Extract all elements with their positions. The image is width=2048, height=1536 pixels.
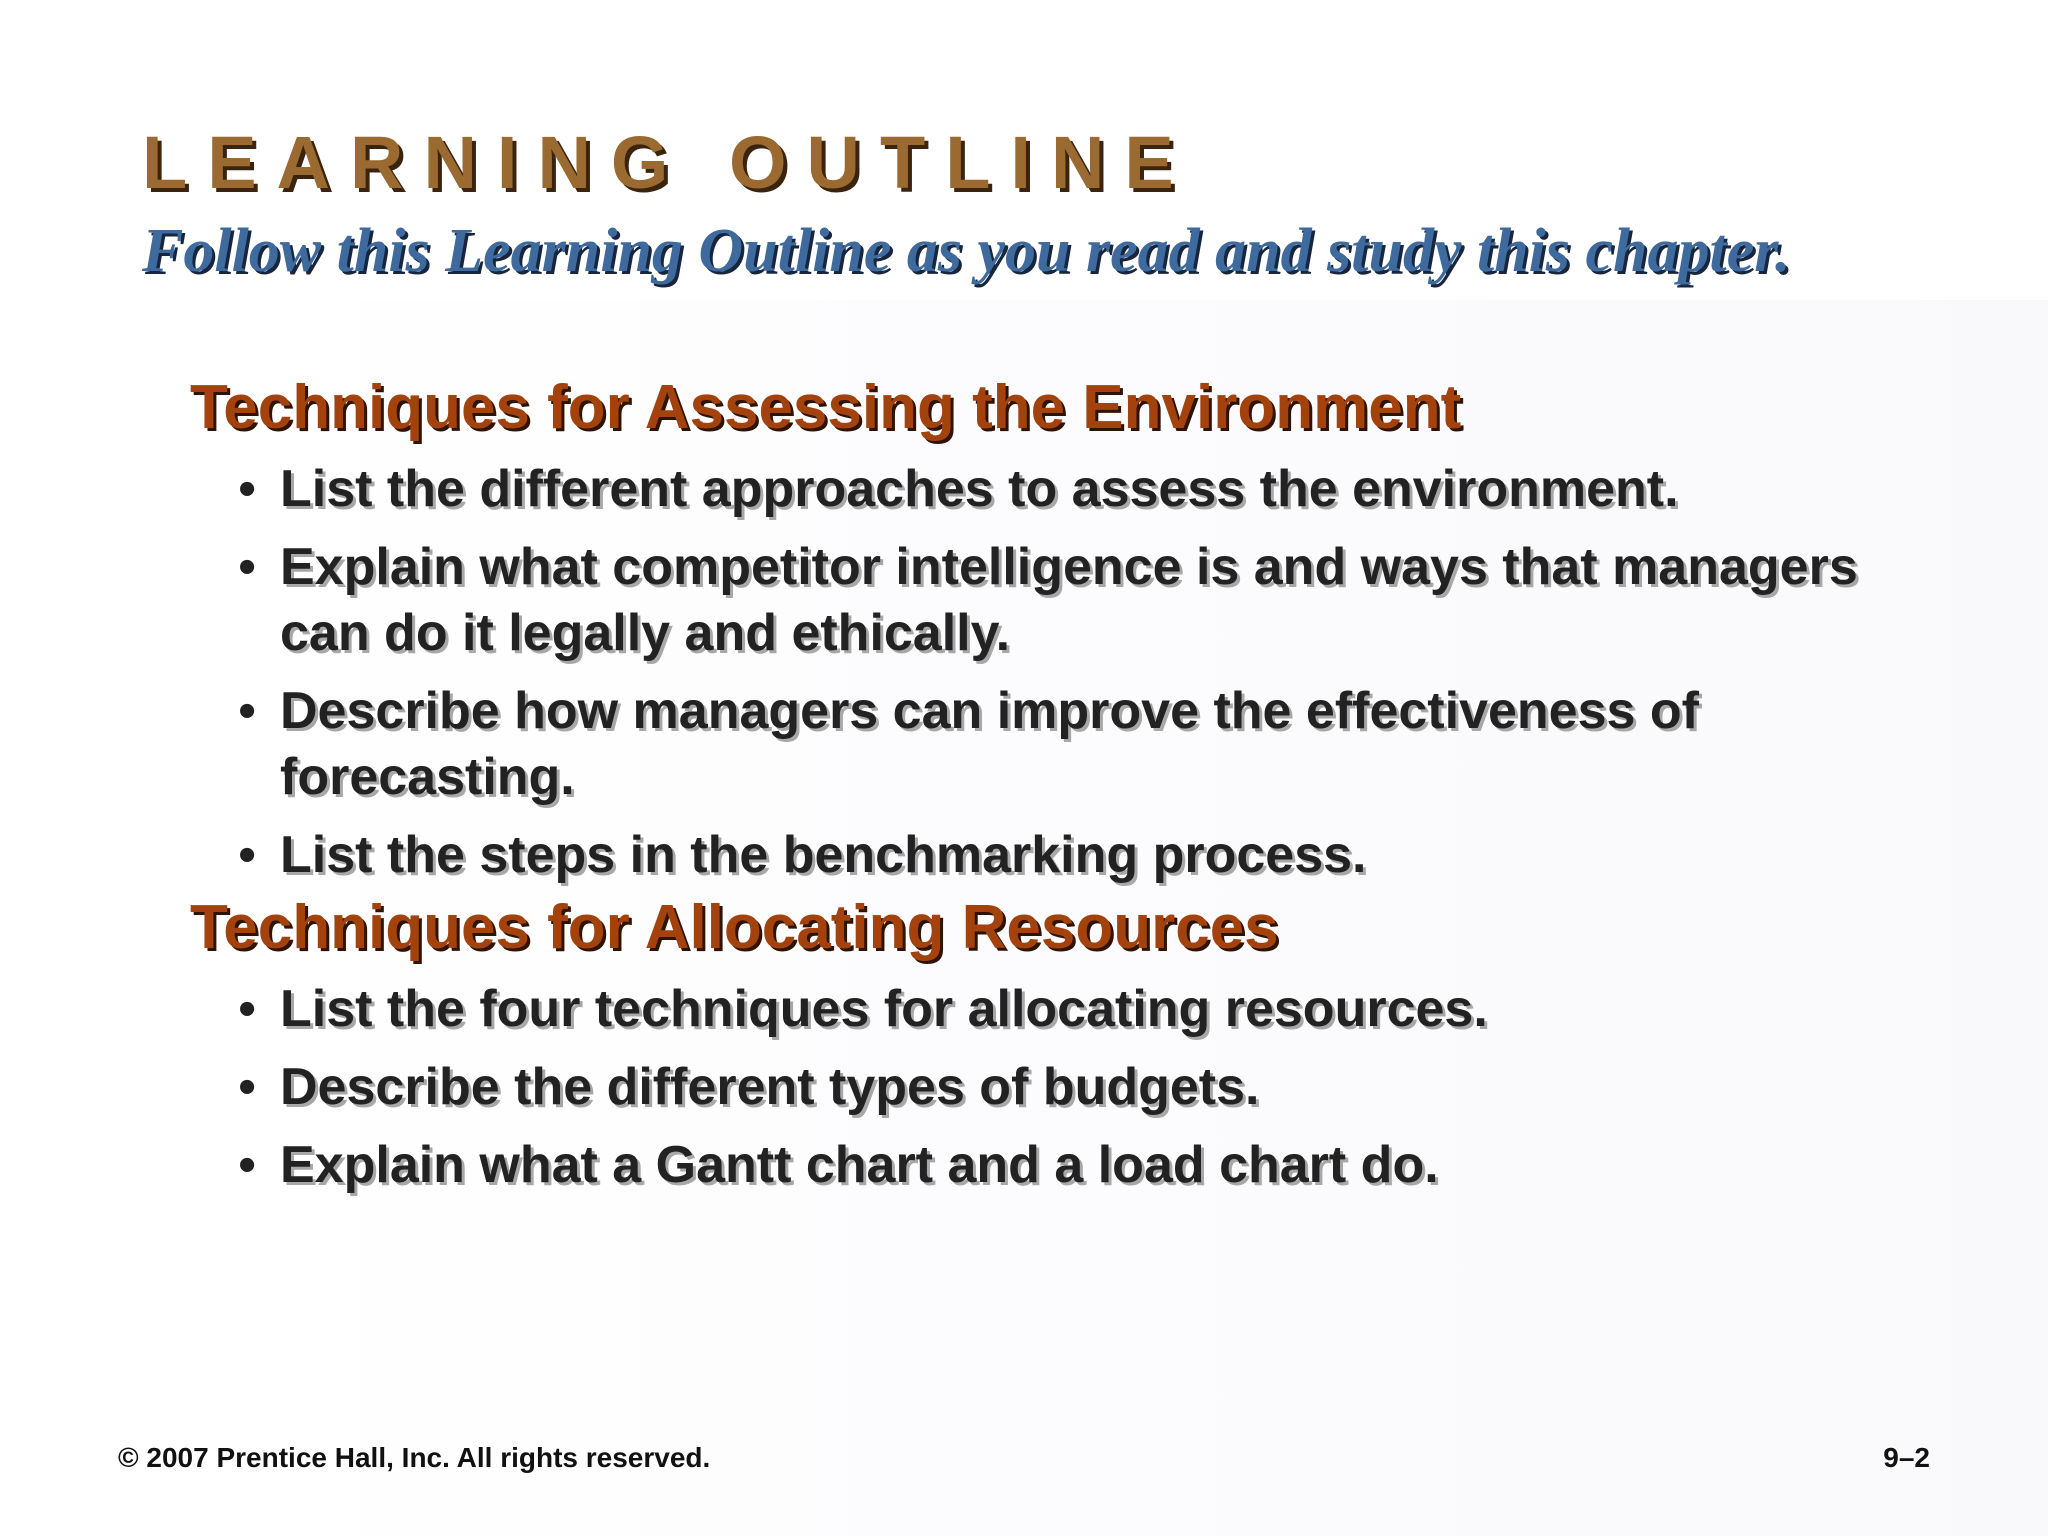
bullet-icon: •: [238, 1058, 257, 1116]
bullet-text: Describe how managers can improve the effectiveness of forecasting.: [280, 682, 1699, 806]
list-item: [190, 678, 1890, 810]
page-number: 9–2: [1883, 1442, 1930, 1473]
bullet-icon: •: [238, 682, 257, 740]
bullet-text: Describe the different types of budgets.: [280, 1058, 1260, 1116]
slide-subtitle: Follow this Learning Outline as you read and study this chapter.: [142, 217, 1791, 285]
list-item: [190, 976, 1890, 1042]
bullet-text: List the four techniques for allocating resources.: [280, 980, 1488, 1038]
list-item: [190, 456, 1890, 522]
bullet-text: List the steps in the benchmarking process.: [280, 826, 1367, 884]
list-item: [190, 1054, 1890, 1120]
slide-title: LEARNING OUTLINE: [142, 121, 1194, 204]
list-item: [190, 1132, 1890, 1198]
copyright-notice: © 2007 Prentice Hall, Inc. All rights reserved.: [118, 1442, 711, 1473]
list-item: [190, 822, 1890, 888]
bullet-icon: •: [238, 980, 257, 1038]
section-heading-allocating-resources: Techniques for Allocating Resources: [190, 893, 1279, 962]
bullet-icon: •: [238, 1136, 257, 1194]
bullet-list-assessing-environment: [190, 456, 1890, 888]
list-item: [190, 534, 1890, 666]
section-heading-assessing-environment: Techniques for Assessing the Environment: [190, 373, 1462, 442]
bullet-list-allocating-resources: [190, 976, 1890, 1198]
bullet-text: Explain what a Gantt chart and a load chart do.: [280, 1136, 1439, 1194]
bullet-icon: •: [238, 460, 257, 518]
bullet-icon: •: [238, 826, 257, 884]
bullet-icon: •: [238, 538, 257, 596]
bullet-text: List the different approaches to assess the environment.: [280, 460, 1679, 518]
outline-content: [190, 372, 1890, 1198]
bullet-text: Explain what competitor intelligence is and ways that managers can do it legally and ethically.: [280, 538, 1858, 662]
